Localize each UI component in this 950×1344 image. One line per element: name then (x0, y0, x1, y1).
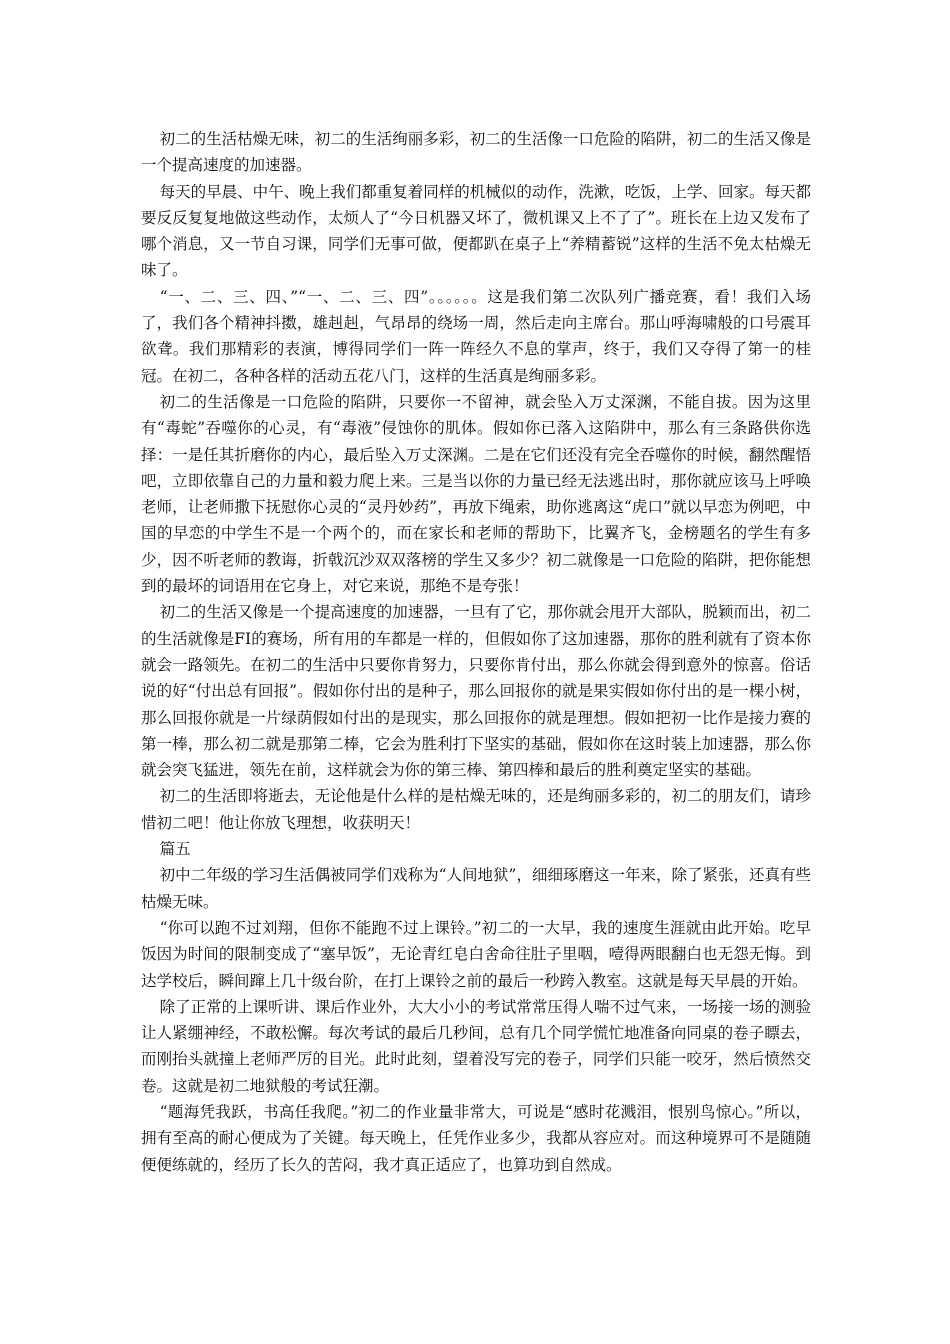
paragraph-4: 初二的生活像是一口危险的陷阱，只要你一不留神，就会坠入万丈深渊，不能自拔。因为这里有“毒蛇”吞噬你的心灵，有“毒液”侵蚀你的肌体。假如你已落入这陷阱中，那么有三条路供你选择：一是任其折磨你的内心，最后坠入万丈深渊。二是在它们还没有完全吞噬你的时候，翻然醒悟吧，立即依靠自己的力量和毅力爬上来。三是当以你的力量已经无法逃出时，那你就应该马上呼唤老师，让老师撒下抚慰你心灵的“灵丹妙药”，再放下绳索，助你逃离这“虎口”就以早恋为例吧，中国的早恋的中学生不是一个两个的，而在家长和老师的帮助下，比翼齐飞，金榜题名的学生有多少，因不听老师的教诲，折戟沉沙双双落榜的学生又多少？初二就像是一口危险的陷阱，把你能想到的最坏的词语用在它身上，对它来说，那绝不是夸张！ (141, 392, 811, 596)
paragraph-2: 每天的早晨、中午、晚上我们都重复着同样的机械似的动作，洗漱，吃饭，上学、回家。每天都要反反复复地做这些动作，太烦人了“今日机器又坏了，微机课又上不了了”。班长在上边又发布了哪个消息，又一节自习课，同学们无事可做，便都趴在桌子上“养精蓄锐”这样的生活不免太枯燥无味了。 (141, 182, 811, 280)
paragraph-7: 初中二年级的学习生活偶被同学们戏称为“人间地狱”，细细琢磨这一年来，除了紧张，还真有些枯燥无味。 (141, 866, 811, 911)
paragraph-5: 初二的生活又像是一个提高速度的加速器，一旦有了它，那你就会甩开大部队，脱颖而出，初二的生活就像是FI的赛场，所有用的车都是一样的，但假如你了这加速器，那你的胜利就有了资本你就会一路领先。在初二的生活中只要你肯努力，只要你肯付出，那么你就会得到意外的惊喜。俗话说的好“付出总有回报”。假如你付出的是种子，那么回报你的就是果实假如你付出的是一棵小树，那么回报你就是一片绿荫假如付出的是现实，那么回报你的就是理想。假如把初一比作是接力赛的第一棒，那么初二就是那第二棒，它会为胜利打下坚实的基础，假如你在这时装上加速器，那么你就会突飞猛进，领先在前，这样就会为你的第三棒、第四棒和最后的胜利奠定坚实的基础。 (141, 603, 811, 780)
paragraph-10: “题海凭我跃，书高任我爬。”初二的作业量非常大，可说是“感时花溅泪，恨别鸟惊心。”所以，拥有至高的耐心便成为了关键。每天晚上，任凭作业多少，我都从容应对。而这种境界可不是随随便便练就的，经历了长久的苦闷，我才真正适应了，也算功到自然成。 (141, 1102, 811, 1174)
paragraph-3: “一、二、三、四、”“一、二、三、四”。。。。。。这是我们第二次队列广播竞赛，看！我们入场了，我们各个精神抖擞，雄赳赳，气昂昂的绕场一周，然后走向主席台。那山呼海啸般的口号震耳欲聋。我们那精彩的表演，博得同学们一阵一阵经久不息的掌声，终于，我们又夺得了第一的桂冠。在初二，各种各样的活动五花八门，这样的生活真是绚丽多彩。 (141, 287, 811, 385)
paragraph-9: 除了正常的上课听讲、课后作业外，大大小小的考试常常压得人喘不过气来，一场接一场的测验让人紧绷神经，不敢松懈。每次考试的最后几秒间，总有几个同学慌忙地准备向同桌的卷子瞟去，而刚抬头就撞上老师严厉的目光。此时此刻，望着没写完的卷子，同学们只能一咬牙，然后愤然交卷。这就是初二地狱般的考试狂潮。 (141, 997, 811, 1095)
paragraph-8: “你可以跑不过刘翔，但你不能跑不过上课铃。”初二的一大早，我的速度生涯就由此开始。吃早饭因为时间的限制变成了“塞早饭”，无论青红皂白舍命往肚子里咽，噎得两眼翻白也无怨无悔。到达学校后，瞬间蹿上几十级台阶，在打上课铃之前的最后一秒跨入教室。这就是每天早晨的开始。 (141, 918, 811, 990)
paragraph-6: 初二的生活即将逝去，无论他是什么样的是枯燥无味的，还是绚丽多彩的，初二的朋友们，请珍惜初二吧！他让你放飞理想，收获明天！ (141, 787, 811, 832)
section-heading: 篇五 (159, 840, 191, 859)
document-body (141, 126, 811, 1178)
paragraph-1: 初二的生活枯燥无味，初二的生活绚丽多彩，初二的生活像一口危险的陷阱，初二的生活又像是一个提高速度的加速器。 (141, 130, 811, 175)
